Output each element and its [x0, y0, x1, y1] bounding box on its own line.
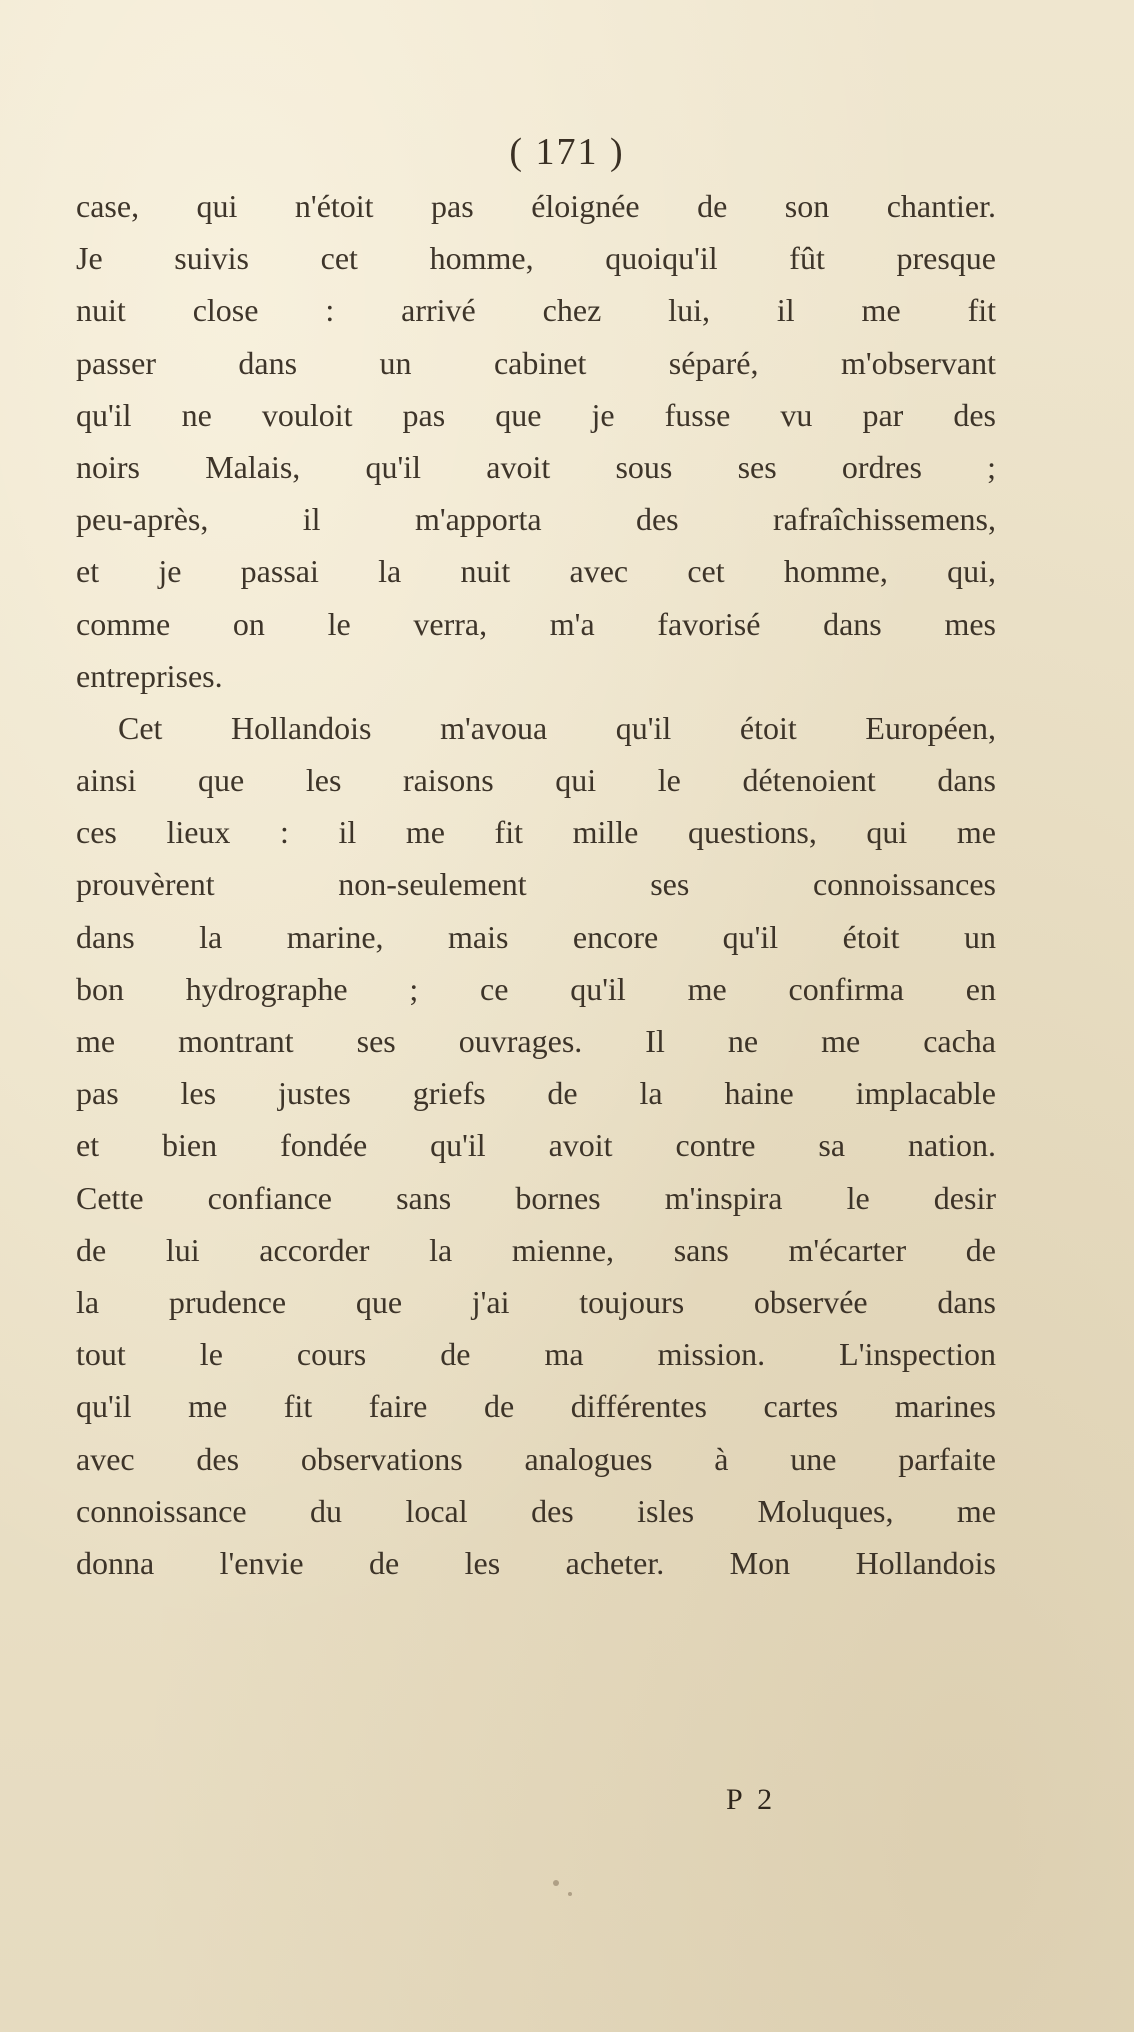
text-line: Cette confiance sans bornes m'inspira le desir [76, 1179, 996, 1216]
text-line: prouvèrent non-seulement ses connoissances [76, 866, 996, 903]
text-line: ainsi que les raisons qui le détenoient dans [76, 762, 996, 799]
page-number: ( 171 ) [509, 131, 625, 173]
text-line: dans la marine, mais encore qu'il étoit un [76, 918, 996, 955]
text-line: entreprises. [76, 657, 223, 694]
text-line: qu'il ne vouloit pas que je fusse vu par des [76, 396, 996, 433]
text-line: comme on le verra, m'a favorisé dans mes [76, 605, 996, 642]
text-line: pas les justes griefs de la haine implacable [76, 1075, 996, 1112]
text-line: qu'il me fit faire de différentes cartes marines [76, 1388, 996, 1425]
text-line: passer dans un cabinet séparé, m'observant [76, 344, 996, 381]
text-line: bon hydrographe ; ce qu'il me confirma en [76, 970, 996, 1007]
text-line: la prudence que j'ai toujours observée dans [76, 1283, 996, 1320]
paper-speck [568, 1892, 572, 1896]
text-line: Je suivis cet homme, quoiqu'il fût presque [76, 240, 996, 277]
text-line: avec des observations analogues à une parfaite [76, 1440, 996, 1477]
text-line: ces lieux : il me fit mille questions, qui me [76, 814, 996, 851]
text-line: et je passai la nuit avec cet homme, qui, [76, 553, 996, 590]
text-line: me montrant ses ouvrages. Il ne me cacha [76, 1023, 996, 1059]
body-text [76, 180, 996, 1589]
text-line: peu-après, il m'apporta des rafraîchissemens, [76, 501, 996, 538]
text-line: et bien fondée qu'il avoit contre sa nation. [76, 1127, 996, 1164]
text-line: case, qui n'étoit pas éloignée de son chantier. [76, 188, 996, 224]
paper-speck [553, 1880, 559, 1886]
text-line: tout le cours de ma mission. L'inspection [76, 1336, 996, 1373]
signature-mark: P 2 [726, 1783, 777, 1816]
text-line: de lui accorder la mienne, sans m'écarter de [76, 1231, 996, 1268]
text-line: connoissance du local des isles Moluques, me [76, 1492, 996, 1529]
text-line: donna l'envie de les acheter. Mon Hollandois [76, 1544, 996, 1581]
text-line: Cet Hollandois m'avoua qu'il étoit Européen, [118, 709, 996, 746]
text-line: noirs Malais, qu'il avoit sous ses ordres ; [76, 448, 996, 485]
text-line: nuit close : arrivé chez lui, il me fit [76, 292, 996, 329]
